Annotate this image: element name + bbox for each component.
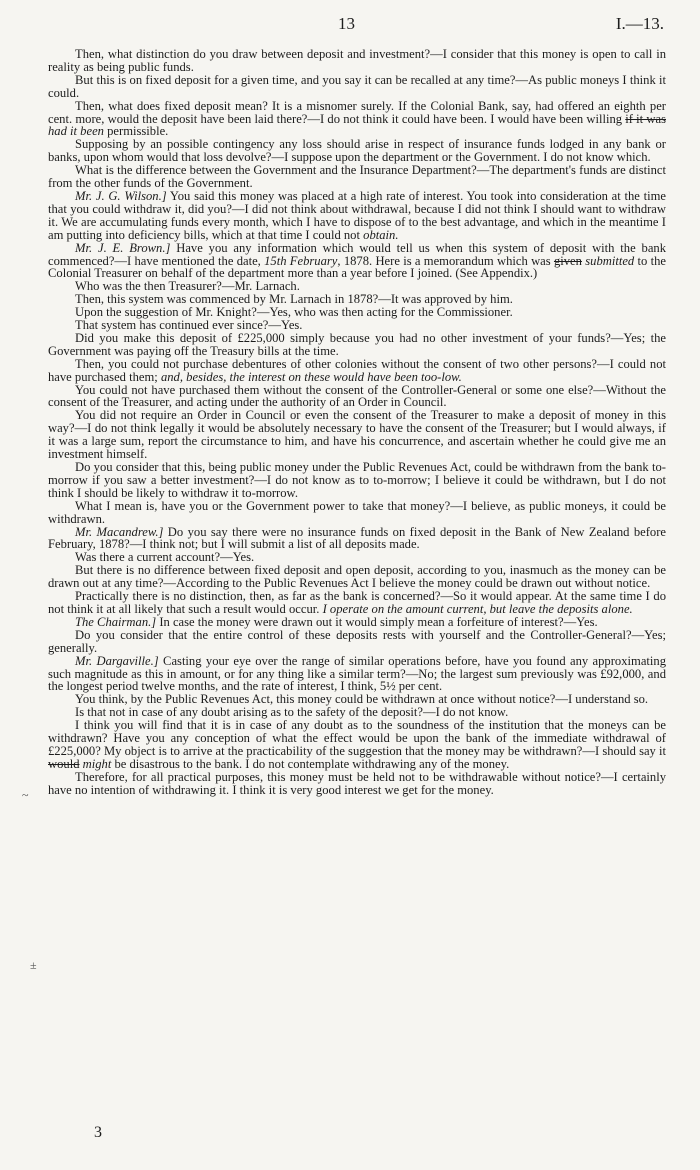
testimony-paragraph (48, 590, 666, 616)
text-run: Who was the then Treasurer?—Mr. Larnach. (75, 279, 300, 294)
page-number: 13 (338, 14, 355, 33)
struck-run: given (553, 253, 582, 268)
text-run: Have you any information which would tell us when this system of deposit with the bank commenced?—I have mentioned the date, (48, 240, 666, 268)
testimony-paragraph (48, 48, 666, 74)
testimony-paragraph (48, 358, 666, 384)
text-run: Did you make this deposit of £225,000 simply because you had no other investment of your funds?—Yes; the Government was paying off the Treasury bills at the time. (48, 330, 666, 358)
page-header (0, 14, 700, 38)
text-run: Practically there is no distinction, then, as far as the bank is concerned?—So it would appear. At the same time I do not think it at all likely that such a result would occur. (48, 589, 666, 616)
italic-run: and, besides, the interest on these would have been too-low. (160, 369, 462, 384)
text-run: Do you consider that the entire control of these deposits rests with yourself and the Controller-General?—Yes; generally. (48, 627, 666, 655)
testimony-paragraph (48, 500, 666, 526)
struck-run: if it was (625, 111, 666, 126)
text-run: Was there a current account?—Yes. (75, 550, 255, 565)
text-run: Then, what distinction do you draw between deposit and investment?—I consider that this money is open to call in reality as being public funds. (48, 47, 666, 74)
italic-run: had it been (48, 124, 104, 139)
testimony-paragraph (48, 526, 666, 552)
testimony-paragraph (48, 564, 666, 590)
text-run: You said this money was placed at a high rate of interest. You took into consideration at the time that you could withdraw it, did you?—I did not think about withdrawal, because I did not think I should want to withdraw it. We are accumulating funds every month, which I have to dispose of to the best advantage, and which in the meantime I am putting into deficiency bills, which at that time I could not (48, 188, 666, 242)
italic-run: I operate on the amount current, but leave the deposits alone. (322, 601, 633, 616)
text-run: Therefore, for all practical purposes, this money must be held not to be withdrawable without notice?—I certainly have no intention of withdrawing it. I think it is very good interest we get for the money. (48, 769, 666, 797)
signature-mark: 3 (94, 1124, 102, 1141)
testimony-paragraph (48, 332, 666, 358)
text-run: Then, this system was commenced by Mr. Larnach in 1878?—It was approved by him. (75, 292, 513, 307)
text-run: Is that not in case of any doubt arising as to the safety of the deposit?—I do not know. (75, 705, 509, 720)
testimony-paragraph (48, 771, 666, 797)
testimony-paragraph (48, 655, 666, 694)
testimony-paragraph (48, 409, 666, 461)
speaker-label: Mr. Macandrew.] (75, 524, 164, 539)
speaker-label: Mr. J. G. Wilson.] (75, 188, 167, 203)
text-run: Casting your eye over the range of similar operations before, have you found any approximating such magnitude as this in amount, or for any thing like a similar term?—No; the largest sum previously was £92,000, and the longest period twelve months, and the rate of interest, I think, 5½ per cent. (48, 653, 666, 694)
testimony-paragraph (48, 719, 666, 771)
struck-run: would (48, 756, 80, 771)
text-run: , 1878. Here is a memorandum which was (337, 253, 554, 268)
text-run: But this is on fixed deposit for a given time, and you say it can be recalled at any time?—As public moneys I think it could. (48, 72, 666, 100)
text-run: to the Colonial Treasurer on behalf of the department more than a year before I joined. (See Appendix.) (48, 253, 666, 281)
testimony-paragraph (48, 138, 666, 164)
document-reference: I.—13. (615, 14, 664, 33)
text-run: You could not have purchased them without the consent of the Controller-General or some one else?—Without the consent of the Treasurer, and acting under the authority of an Order in Council. (48, 382, 666, 410)
margin-mark: ~ (22, 788, 29, 802)
text-run: Supposing by an possible contingency any loss should arise in respect of insurance funds lodged in any bank or banks, upon whom would that loss devolve?—I suppose upon the department or the Government. I do not know which. (48, 137, 666, 165)
text-run: In case the money were drawn out it would simply mean a forfeiture of interest?—Yes. (156, 614, 598, 629)
text-run: Then, you could not purchase debentures of other colonies without the consent of two other persons?—I could not have purchased them; (48, 356, 666, 384)
testimony-paragraph (48, 74, 666, 100)
italic-run: might (82, 756, 112, 771)
speaker-label: Mr. Dargaville.] (75, 653, 159, 668)
testimony-paragraph (48, 164, 666, 190)
testimony-paragraph (48, 629, 666, 655)
testimony-paragraph (48, 190, 666, 242)
text-run: Upon the suggestion of Mr. Knight?—Yes, who was then acting for the Commissioner. (75, 305, 513, 320)
speaker-label: Mr. J. E. Brown.] (75, 240, 171, 255)
speaker-label: The Chairman.] (75, 614, 157, 629)
text-run: permissible. (103, 124, 169, 139)
text-run: You did not require an Order in Council or even the consent of the Treasurer to make a deposit of money in this way?—I do not think legally it would be absolutely necessary to have the consent of the Treasurer; but I would always, if it was a large sum, report the circumstance to him, and have his concurrence, and ascertain whether he could give me an investment himself. (48, 408, 666, 462)
text-run: be disastrous to the bank. I do not contemplate withdrawing any of the money. (111, 756, 510, 771)
text-run: Do you say there were no insurance funds on fixed deposit in the Bank of New Zealand before February, 1878?—I think not; but I will submit a list of all deposits made. (48, 524, 666, 552)
text-run: You think, by the Public Revenues Act, this money could be withdrawn at once without notice?—I understand so. (75, 692, 649, 707)
text-run: What is the difference between the Government and the Insurance Department?—The department's funds are distinct from the other funds of the Government. (48, 163, 666, 191)
italic-run: submitted (585, 253, 635, 268)
text-run: Then, what does fixed deposit mean? It is a misnomer surely. If the Colonial Bank, say, had offered an eighth per cent. more, would the deposit have been laid there?—I do not think it could have been. I would have been willing (48, 98, 666, 126)
testimony-paragraph (48, 242, 666, 281)
text-run: Do you consider that this, being public money under the Public Revenues Act, could be withdrawn from the bank to-morrow if you saw a better investment?—I do not know as to to-morrow; I believe it could be withdrawn, but I do not think I should be likely to withdraw it to-morrow. (48, 460, 666, 500)
testimony-paragraph (48, 384, 666, 410)
text-run: That system has continued ever since?—Yes. (75, 318, 303, 333)
italic-run: obtain. (363, 227, 399, 242)
testimony-paragraph (48, 461, 666, 500)
italic-run: 15th February (264, 253, 338, 268)
text-run: But there is no difference between fixed deposit and open deposit, according to you, inasmuch as the money can be drawn out at any time?—According to the Public Revenues Act I believe the money could be drawn out without notice. (48, 563, 666, 591)
testimony-body (48, 48, 666, 797)
testimony-paragraph (48, 100, 666, 139)
margin-mark: ± (30, 958, 37, 972)
text-run: I think you will find that it is in case of any doubt as to the soundness of the institution that the moneys can be withdrawn? Have you any conception of what the effect would be upon the bank of the immediate withdrawal of £225,000? My object is to arrive at the practicability of the suggestion that the money may be withdrawn?—I should say it (48, 718, 666, 758)
text-run: What I mean is, have you or the Government power to take that money?—I believe, as public moneys, it could be withdrawn. (48, 498, 666, 526)
